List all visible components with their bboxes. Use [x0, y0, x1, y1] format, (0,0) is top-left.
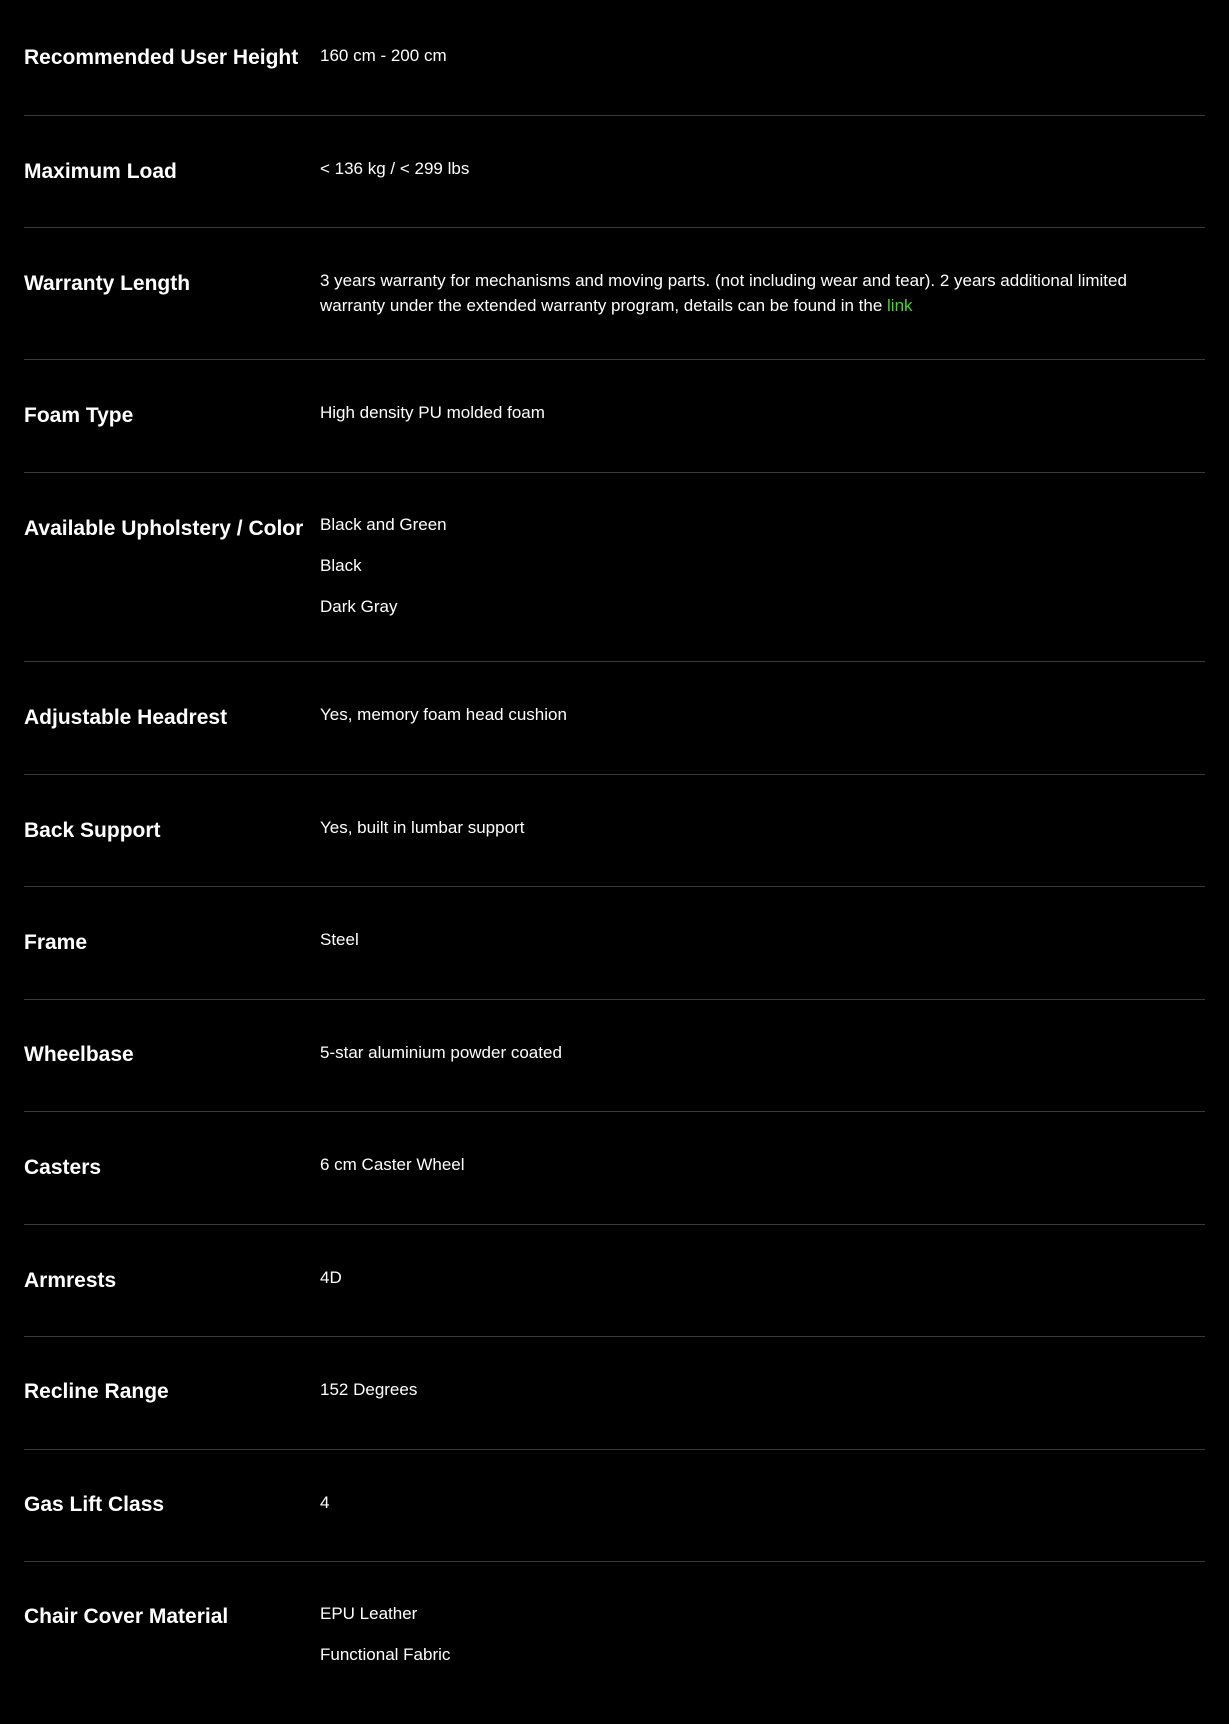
spec-value: Yes, built in lumbar support	[320, 818, 525, 837]
spec-row-wheelbase	[24, 1000, 1205, 1112]
spec-row-frame	[24, 887, 1205, 1000]
spec-row-cover-material	[24, 1562, 1205, 1724]
spec-label: Armrests	[24, 1269, 117, 1292]
spec-label: Frame	[24, 931, 88, 954]
spec-value: 5-star aluminium powder coated	[320, 1043, 562, 1062]
spec-label: Chair Cover Material	[24, 1605, 229, 1628]
spec-label: Warranty Length	[24, 272, 191, 295]
spec-label: Back Support	[24, 819, 161, 842]
spec-value: High density PU molded foam	[320, 403, 545, 422]
upholstery-option: Dark Gray	[320, 597, 398, 616]
spec-value: 6 cm Caster Wheel	[320, 1155, 465, 1174]
spec-value: 152 Degrees	[320, 1380, 418, 1399]
warranty-text-line-1: 3 years warranty for mechanisms and moving parts. (not including wear and tear). 2 years additional limited	[320, 271, 1127, 290]
spec-row-upholstery	[24, 473, 1205, 662]
spec-row-max-load	[24, 116, 1205, 228]
spec-row-user-height	[24, 0, 1205, 116]
spec-row-headrest	[24, 662, 1205, 775]
spec-label: Wheelbase	[24, 1043, 134, 1066]
spec-row-warranty	[24, 228, 1205, 360]
spec-row-casters	[24, 1112, 1205, 1225]
spec-label: Recommended User Height	[24, 46, 299, 69]
spec-value-list	[320, 515, 1180, 617]
cover-material-option: Functional Fabric	[320, 1645, 451, 1664]
spec-row-foam-type	[24, 360, 1205, 473]
spec-label: Adjustable Headrest	[24, 706, 228, 729]
spec-label: Foam Type	[24, 404, 134, 427]
spec-label: Gas Lift Class	[24, 1493, 165, 1516]
spec-label: Available Upholstery / Color	[24, 517, 304, 540]
spec-label: Casters	[24, 1156, 102, 1179]
spec-row-back-support	[24, 775, 1205, 887]
spec-value: < 136 kg / < 299 lbs	[320, 159, 470, 178]
spec-row-recline	[24, 1337, 1205, 1450]
warranty-text-line-2	[320, 293, 1180, 318]
spec-value: 160 cm - 200 cm	[320, 46, 447, 65]
warranty-link[interactable]: link	[887, 296, 913, 315]
spec-value	[320, 268, 1180, 318]
spec-value: Yes, memory foam head cushion	[320, 705, 567, 724]
spec-value: 4D	[320, 1268, 342, 1287]
spec-value: 4	[320, 1493, 330, 1512]
spec-label: Recline Range	[24, 1380, 169, 1403]
spec-label: Maximum Load	[24, 160, 177, 183]
spec-row-armrests	[24, 1225, 1205, 1337]
warranty-text: warranty under the extended warranty program, details can be found in the	[320, 296, 888, 315]
cover-material-option: EPU Leather	[320, 1604, 418, 1623]
upholstery-option: Black and Green	[320, 515, 447, 534]
spec-value: Steel	[320, 930, 359, 949]
spec-value-list	[320, 1604, 1180, 1665]
spec-row-gas-lift	[24, 1450, 1205, 1562]
upholstery-option: Black	[320, 556, 362, 575]
